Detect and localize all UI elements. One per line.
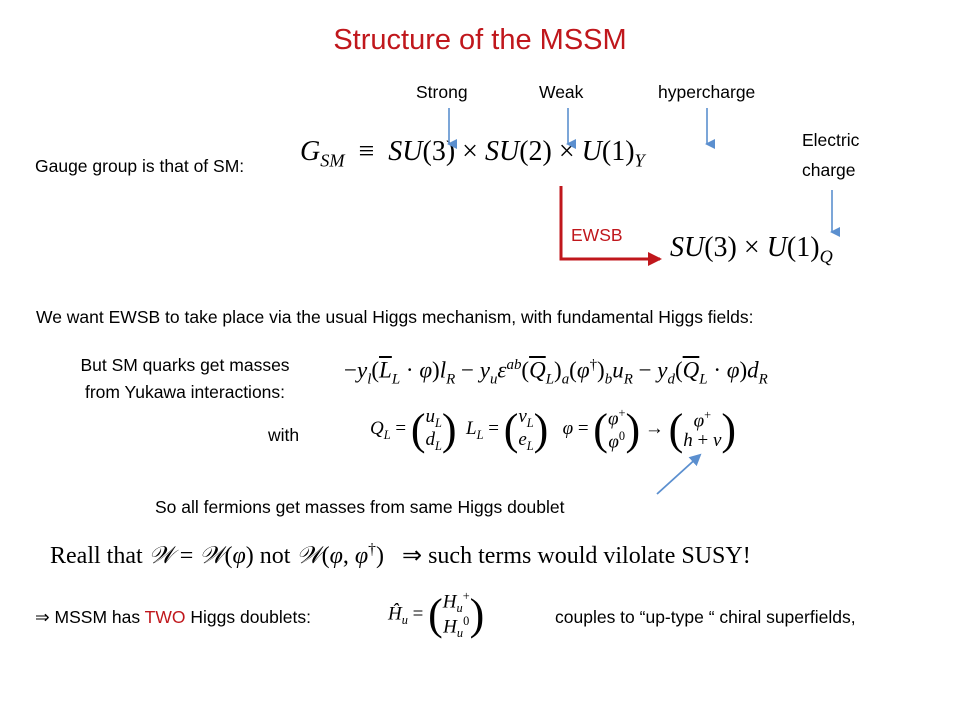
quarks-line2: from Yukawa interactions: — [84, 382, 286, 402]
hu-doublet-equation: $Ĥ_u$ = ( $H_u^+$ $H_u^0$ ) — [388, 589, 485, 641]
gauge-group-text: Gauge group is that of SM: — [35, 156, 245, 176]
doublet-definitions: $Q_L$ = ( $u_L$ $d_L$ ) $L_L$ = ( $\nu_L$ $e_L$ ) φ = ( φ+ $\varphi^0$ ) → ( φ+ h + v ) — [370, 404, 737, 454]
implies-icon: ⇒ — [35, 608, 50, 628]
broken-group-equation: $SU(3) \times U(1)_Q$ — [670, 232, 833, 267]
strong-label: Strong — [416, 82, 468, 102]
yukawa-equation: $-y_l(\overline{L}_L \cdot \varphi)l_R - y_u\varepsilon^{ab}(\overline{Q}_L)_a(\varphi^\dagger)_bu_R - y_d(\overline{Q}_L \cdot \varphi)d_R$ — [344, 357, 768, 388]
gauge-group-equation: $G_{SM} \equiv SU(3) \times SU(2) \times U(1)_Y$ — [300, 136, 645, 171]
recall-suffix: such terms would vilolate SUSY! — [428, 543, 751, 569]
recall-equation: Reall that 𝒲 = 𝒲(φ) not 𝒲(φ, φ†) ⇒ such terms would vilolate SUSY! — [50, 541, 751, 569]
fermions-sentence: So all fermions get masses from same Higgs doublet — [155, 497, 565, 517]
charge-label: charge — [802, 160, 856, 180]
mssm-two: TWO — [144, 607, 186, 627]
ewsb-sentence: We want EWSB to take place via the usual Higgs mechanism, with fundamental Higgs fields: — [36, 307, 754, 327]
recall-prefix: Reall that — [50, 543, 143, 569]
hypercharge-label: hypercharge — [658, 82, 756, 102]
ewsb-arrow — [561, 186, 660, 259]
slide-title: Structure of the MSSM — [333, 24, 627, 56]
quarks-line1: But SM quarks get masses — [80, 355, 290, 375]
ewsb-label: EWSB — [571, 225, 623, 245]
higgs-doublet-arrow — [657, 455, 700, 494]
with-label: with — [268, 425, 300, 445]
weak-label: Weak — [539, 82, 584, 102]
mssm-suffix: Higgs doublets: — [185, 607, 311, 627]
mssm-prefix: MSSM has — [54, 607, 145, 627]
couples-sentence: couples to “up-type “ chiral superfields, — [555, 607, 856, 627]
electric-label: Electric — [802, 130, 860, 150]
